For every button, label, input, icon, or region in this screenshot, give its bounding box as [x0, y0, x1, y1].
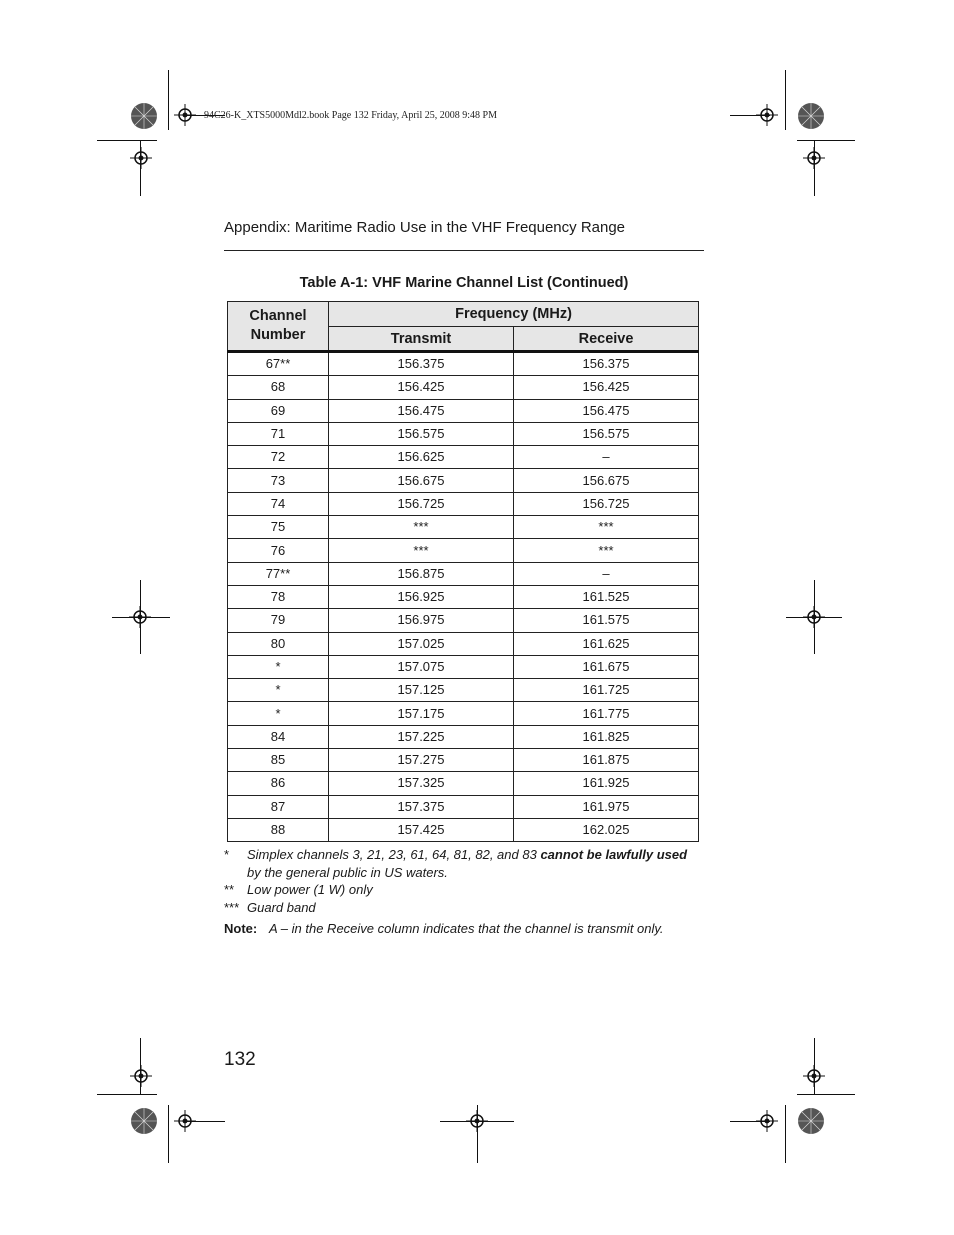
footnote-bold-text: cannot be lawfully used	[540, 847, 688, 862]
starburst-mark-icon	[797, 1107, 825, 1135]
table-row	[228, 609, 699, 632]
note-label: Note:	[224, 921, 258, 936]
header-frequency: Frequency (MHz)	[329, 302, 699, 327]
cell-receive: 161.975	[514, 795, 699, 818]
cell-receive: –	[514, 446, 699, 469]
cell-receive: 161.625	[514, 632, 699, 655]
table-row	[228, 376, 699, 399]
cell-transmit: ***	[329, 516, 514, 539]
header-transmit: Transmit	[329, 327, 514, 352]
table-row	[228, 422, 699, 445]
cell-channel: 75	[228, 516, 329, 539]
cell-transmit: 157.225	[329, 725, 514, 748]
table-row	[228, 725, 699, 748]
cell-channel: 67**	[228, 352, 329, 376]
crosshair-mark-icon	[130, 1065, 152, 1087]
cell-receive: 156.375	[514, 352, 699, 376]
header-channel-number: Channel Number	[228, 302, 329, 352]
cell-channel: *	[228, 655, 329, 678]
cell-channel: 78	[228, 585, 329, 608]
cell-transmit: 157.175	[329, 702, 514, 725]
table-row	[228, 562, 699, 585]
cell-transmit: 156.575	[329, 422, 514, 445]
cell-channel: 71	[228, 422, 329, 445]
table-title: Table A-1: VHF Marine Channel List (Continued)	[299, 275, 629, 291]
starburst-mark-icon	[797, 102, 825, 130]
cell-receive: 161.875	[514, 749, 699, 772]
cell-receive: 156.475	[514, 399, 699, 422]
header-receive: Receive	[514, 327, 699, 352]
cell-receive: 156.575	[514, 422, 699, 445]
cell-transmit: 157.425	[329, 818, 514, 841]
cell-transmit: 156.675	[329, 469, 514, 492]
crosshair-mark-icon	[130, 147, 152, 169]
footnote-mark: *	[224, 847, 230, 862]
cell-transmit: 156.475	[329, 399, 514, 422]
table-row	[228, 772, 699, 795]
cell-receive: 161.775	[514, 702, 699, 725]
cell-receive: –	[514, 562, 699, 585]
cell-channel: *	[228, 702, 329, 725]
running-head: Appendix: Maritime Radio Use in the VHF Frequency Range	[224, 219, 626, 236]
cell-receive: ***	[514, 516, 699, 539]
footnote-text: Guard band	[247, 899, 316, 915]
footnote-low-power	[224, 881, 694, 899]
cell-channel: 84	[228, 725, 329, 748]
cell-channel: 86	[228, 772, 329, 795]
cell-transmit: 156.625	[329, 446, 514, 469]
table-row	[228, 539, 699, 562]
table-row	[228, 632, 699, 655]
header-rule	[224, 250, 704, 251]
table-row	[228, 446, 699, 469]
cell-transmit: ***	[329, 539, 514, 562]
table-note	[224, 920, 694, 938]
cell-channel: 77**	[228, 562, 329, 585]
cell-receive: 161.675	[514, 655, 699, 678]
cell-receive: 161.725	[514, 679, 699, 702]
cell-transmit: 157.075	[329, 655, 514, 678]
cell-transmit: 156.975	[329, 609, 514, 632]
footnote-text: by the general public in US waters.	[247, 864, 448, 880]
cell-transmit: 156.725	[329, 492, 514, 515]
starburst-mark-icon	[130, 102, 158, 130]
cell-channel: *	[228, 679, 329, 702]
book-info-slug: 94C26-K_XTS5000Mdl2.book Page 132 Friday, April 25, 2008 9:48 PM	[204, 110, 497, 121]
note-text: A – in the Receive column indicates that the channel is transmit only.	[269, 921, 664, 936]
table-row	[228, 352, 699, 376]
footnote-guard-band	[224, 899, 694, 917]
table-row	[228, 399, 699, 422]
cell-channel: 73	[228, 469, 329, 492]
starburst-mark-icon	[130, 1107, 158, 1135]
cell-transmit: 157.025	[329, 632, 514, 655]
table-row	[228, 585, 699, 608]
cell-channel: 68	[228, 376, 329, 399]
footnote-mark: **	[224, 882, 235, 897]
cell-receive: 161.825	[514, 725, 699, 748]
cell-channel: 69	[228, 399, 329, 422]
cell-transmit: 156.875	[329, 562, 514, 585]
table-row	[228, 492, 699, 515]
cell-receive: 156.675	[514, 469, 699, 492]
footnote-text: Simplex channels 3, 21, 23, 61, 64, 81, 82, and 83	[247, 847, 541, 862]
cell-transmit: 157.325	[329, 772, 514, 795]
table-row	[228, 795, 699, 818]
cell-channel: 72	[228, 446, 329, 469]
cell-transmit: 156.375	[329, 352, 514, 376]
table-row	[228, 818, 699, 841]
cell-receive: 156.725	[514, 492, 699, 515]
footnote-simplex	[224, 846, 694, 881]
table-row	[228, 749, 699, 772]
cell-receive: 161.575	[514, 609, 699, 632]
cell-channel: 85	[228, 749, 329, 772]
page-number: 132	[224, 1049, 256, 1070]
cell-channel: 76	[228, 539, 329, 562]
cell-transmit: 157.125	[329, 679, 514, 702]
table-row	[228, 655, 699, 678]
footnote-mark: ***	[224, 899, 240, 915]
cell-transmit: 157.275	[329, 749, 514, 772]
footnote-text: Low power (1 W) only	[247, 882, 373, 897]
table-row	[228, 469, 699, 492]
cell-receive: ***	[514, 539, 699, 562]
cell-channel: 79	[228, 609, 329, 632]
cell-receive: 161.925	[514, 772, 699, 795]
cell-transmit: 156.925	[329, 585, 514, 608]
cell-channel: 88	[228, 818, 329, 841]
footnotes	[224, 846, 694, 938]
cell-channel: 87	[228, 795, 329, 818]
cell-transmit: 156.425	[329, 376, 514, 399]
table-row	[228, 516, 699, 539]
cell-transmit: 157.375	[329, 795, 514, 818]
cell-channel: 74	[228, 492, 329, 515]
channel-table	[227, 301, 699, 842]
table-row	[228, 702, 699, 725]
cell-receive: 162.025	[514, 818, 699, 841]
cell-receive: 156.425	[514, 376, 699, 399]
table-body	[228, 352, 699, 842]
table-row	[228, 679, 699, 702]
cell-channel: 80	[228, 632, 329, 655]
cell-receive: 161.525	[514, 585, 699, 608]
